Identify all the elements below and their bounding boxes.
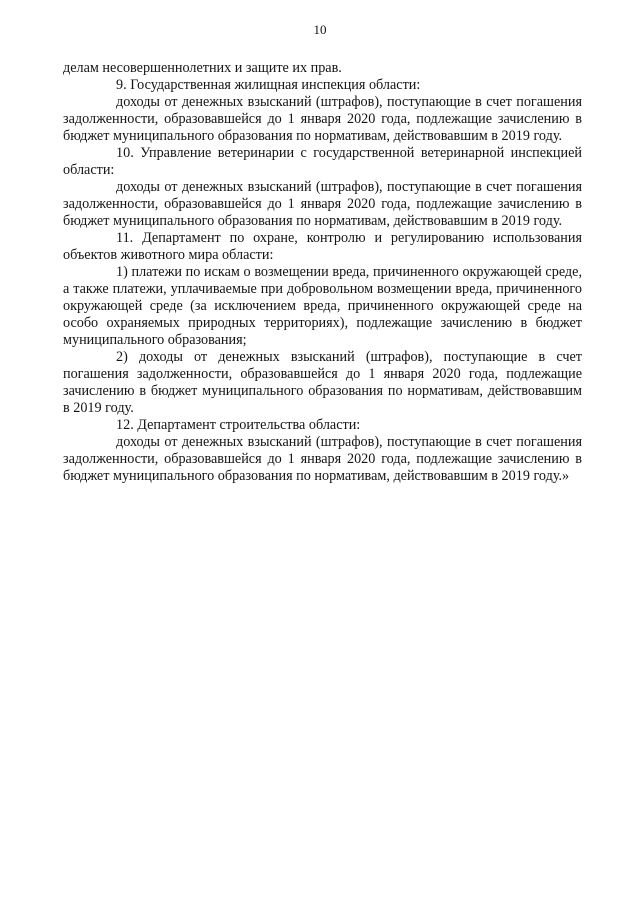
paragraph-continuation: делам несовершеннолетних и защите их прав. [63, 60, 342, 76]
section-10-text: доходы от денежных взысканий (штрафов), поступающие в счет погашения задолженности, образовавшейся до 1 января 2020 года, подлежащие зачислению в бюджет муниципального образования по нормативам, действовавшим в 2019 году. [63, 179, 582, 229]
section-12-heading: 12. Департамент строительства области: [116, 417, 361, 433]
section-11-item-2: 2) доходы от денежных взысканий (штрафов), поступающие в счет погашения задолженности, образовавшейся до 1 января 2020 года, подлежащие зачислению в бюджет муниципального образования по нормативам, действовавшим в 2019 году. [63, 349, 582, 416]
section-11-item-1: 1) платежи по искам о возмещении вреда, причиненного окружающей среде, а также платежи, уплачиваемые при добровольном возмещении вреда, причиненного окружающей среде (за исключением вреда, причиненного окружающей среде на особо охраняемых природных территориях), подлежащие зачислению в бюджет муниципального образования; [63, 264, 582, 348]
section-11-heading: 11. Департамент по охране, контролю и регулированию использования объектов животного мира области: [63, 230, 582, 263]
section-9-text: доходы от денежных взысканий (штрафов), поступающие в счет погашения задолженности, образовавшейся до 1 января 2020 года, подлежащие зачислению в бюджет муниципального образования по нормативам, действовавшим в 2019 году. [63, 94, 582, 144]
document-body [63, 60, 582, 485]
section-10-heading: 10. Управление ветеринарии с государственной ветеринарной инспекцией области: [63, 145, 582, 178]
section-12-text: доходы от денежных взысканий (штрафов), поступающие в счет погашения задолженности, образовавшейся до 1 января 2020 года, подлежащие зачислению в бюджет муниципального образования по нормативам, действовавшим в 2019 году.» [63, 434, 582, 484]
page-number: 10 [313, 22, 327, 37]
section-9-heading: 9. Государственная жилищная инспекция области: [116, 77, 421, 93]
